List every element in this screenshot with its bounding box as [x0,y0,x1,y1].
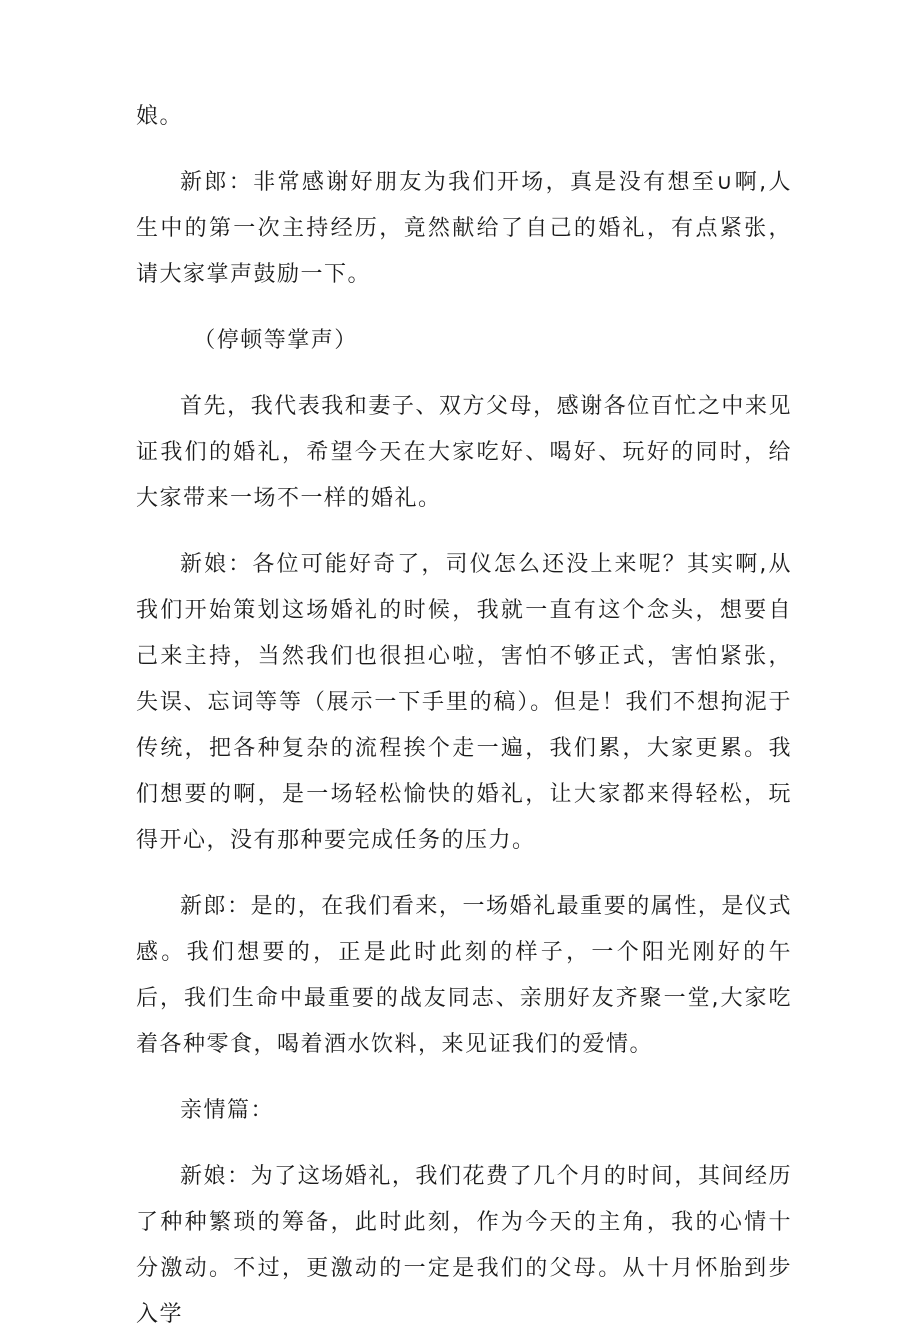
paragraph-bride-explanation: 新娘：各位可能好奇了，司仪怎么还没上来呢？其实啊,从我们开始策划这场婚礼的时候，我就一直有这个念头，想要自己来主持，当然我们也很担心啦，害怕不够正式，害怕紧张，失误、忘词等等（展示一下手里的稿）。但是！我们不想拘泥于传统，把各种复杂的流程挨个走一遍，我们累，大家更累。我们想要的啊，是一场轻松愉快的婚礼，让大家都来得轻松，玩得开心，没有那种要完成任务的压力。 [136,552,792,853]
paragraph-bride-family: 新娘：为了这场婚礼，我们花费了几个月的时间，其间经历了种种繁琐的筹备，此时此刻，作为今天的主角，我的心情十分激动。不过，更激动的一定是我们的父母。从十月怀胎到步入学 [136,1164,792,1327]
document-body [136,94,792,1338]
paragraph-thanks: 首先，我代表我和妻子、双方父母，感谢各位百忙之中来见证我们的婚礼，希望今天在大家吃好、喝好、玩好的同时，给大家带来一场不一样的婚礼。 [136,394,792,511]
paragraph-groom-ceremony: 新郎：是的，在我们看来，一场婚礼最重要的属性，是仪式感。我们想要的，正是此时此刻的样子，一个阳光刚好的午后，我们生命中最重要的战友同志、亲朋好友齐聚一堂,大家吃着各种零食，喝着酒水饮料，来见证我们的爱情。 [136,894,792,1057]
paragraph-continuation: 娘。 [136,104,184,129]
section-heading-family: 亲情篇： [180,1098,275,1123]
paragraph-stage-direction: （停顿等掌声） [193,328,358,353]
paragraph-groom-opening: 新郎：非常感谢好朋友为我们开场，真是没有想至∪啊,人生中的第一次主持经历，竟然献给了自己的婚礼，有点紧张，请大家掌声鼓励一下。 [136,170,792,287]
